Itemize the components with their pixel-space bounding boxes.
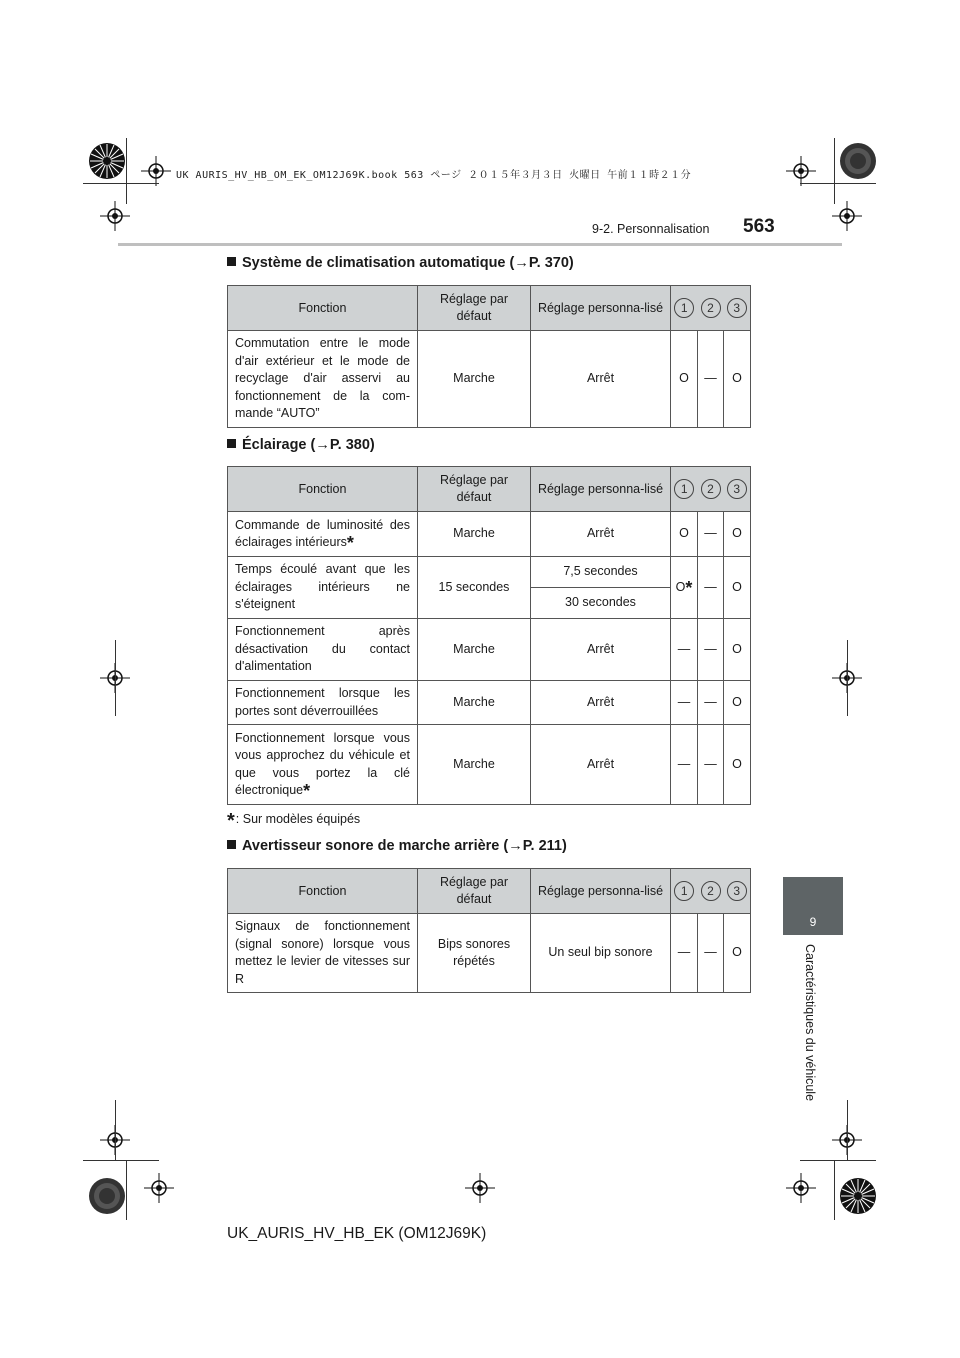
crosshair-mark-icon <box>465 1173 495 1203</box>
cell-default: Marche <box>418 619 531 681</box>
header-rule <box>118 243 842 246</box>
cell-c1: — <box>671 681 698 725</box>
table-header-row <box>228 286 751 331</box>
table-row <box>228 557 751 588</box>
crop-line <box>800 183 876 184</box>
cell-c1: O <box>671 331 698 428</box>
cell-default: Marche <box>418 681 531 725</box>
cell-custom: Un seul bip sonore <box>531 914 671 993</box>
header-custom: Réglage personna-lisé <box>531 467 671 512</box>
header-custom: Réglage personna-lisé <box>531 286 671 331</box>
header-function: Fonction <box>228 467 418 512</box>
cell-custom-option-a: 7,5 secondes <box>531 557 671 588</box>
cell-c2: — <box>698 725 724 805</box>
footnote-mark: * <box>227 810 235 832</box>
cell-c2: — <box>698 619 724 681</box>
crosshair-mark-icon <box>786 1173 816 1203</box>
crosshair-mark-icon <box>141 156 171 186</box>
cell-function: Fonctionnement lorsque vous vous approchez du véhicule et que vous portez la clé électronique* <box>228 725 418 805</box>
cell-c3: O <box>724 725 751 805</box>
header-circle-1: 1 <box>671 286 698 331</box>
cell-c3: O <box>724 557 751 619</box>
header-circle-2: 2 <box>698 286 724 331</box>
cell-function: Fonctionnement après désactivation du contact d'alimentation <box>228 619 418 681</box>
cell-default: 15 secondes <box>418 557 531 619</box>
table-header-row <box>228 467 751 512</box>
crop-line <box>83 1160 159 1161</box>
crop-line <box>834 138 835 204</box>
header-circle-1: 1 <box>671 869 698 914</box>
cell-function: Fonctionnement lorsque les portes sont déverrouillées <box>228 681 418 725</box>
cell-c2: — <box>698 914 724 993</box>
crop-line <box>847 1100 848 1160</box>
crosshair-mark-icon <box>100 201 130 231</box>
cell-custom-option-b: 30 secondes <box>531 588 671 619</box>
cell-function: Commande de luminosité des éclairages intérieurs* <box>228 512 418 557</box>
footnote-text: : Sur modèles équipés <box>235 812 361 826</box>
crosshair-mark-icon <box>144 1173 174 1203</box>
cell-c1: — <box>671 725 698 805</box>
registration-rosette-icon <box>838 1176 878 1216</box>
settings-table <box>227 868 751 993</box>
section-heading-text: Avertisseur sonore de marche arrière (→P. 211) <box>242 838 567 854</box>
registration-rosette-icon <box>87 141 127 181</box>
crop-line <box>115 1100 116 1160</box>
chapter-number: 9 <box>809 915 817 929</box>
model-code: UK_AURIS_HV_HB_EK (OM12J69K) <box>227 1225 487 1242</box>
section-heading <box>227 437 375 453</box>
crop-line <box>834 1160 835 1220</box>
cell-c3: O <box>724 681 751 725</box>
cell-c2: — <box>698 681 724 725</box>
cell-default: Marche <box>418 725 531 805</box>
header-custom: Réglage personna-lisé <box>531 869 671 914</box>
footnote <box>227 810 360 833</box>
table-row <box>228 619 751 681</box>
table-header-row <box>228 869 751 914</box>
header-circle-3: 3 <box>724 286 751 331</box>
crop-line <box>126 138 127 204</box>
header-circle-3: 3 <box>724 869 751 914</box>
chapter-tab <box>783 877 843 935</box>
cell-custom: Arrêt <box>531 331 671 428</box>
header-default: Réglage par défaut <box>418 286 531 331</box>
header-circle-2: 2 <box>698 467 724 512</box>
cell-c1: O* <box>671 557 698 619</box>
square-bullet-icon <box>227 439 236 448</box>
cell-c1: — <box>671 619 698 681</box>
registration-rosette-icon <box>87 1176 127 1216</box>
crop-line <box>800 1160 876 1161</box>
table-row <box>228 914 751 993</box>
cell-custom: Arrêt <box>531 512 671 557</box>
section-heading-text: Système de climatisation automatique (→P. 370) <box>242 255 574 271</box>
cell-function: Commutation entre le mode d'air extérieur et le mode de recyclage d'air asservi au fonctionnement de la com-mande “AUTO” <box>228 331 418 428</box>
cell-c2: — <box>698 512 724 557</box>
section-heading <box>227 838 567 854</box>
square-bullet-icon <box>227 840 236 849</box>
cell-c1: O <box>671 512 698 557</box>
cell-c3: O <box>724 914 751 993</box>
table-row <box>228 725 751 805</box>
crop-line <box>83 183 159 184</box>
table-row <box>228 512 751 557</box>
header-circle-3: 3 <box>724 467 751 512</box>
cell-c3: O <box>724 512 751 557</box>
page-number: 563 <box>743 216 775 237</box>
cell-c3: O <box>724 619 751 681</box>
cell-c2: — <box>698 557 724 619</box>
settings-table <box>227 285 751 428</box>
cell-custom: Arrêt <box>531 725 671 805</box>
crosshair-mark-icon <box>786 156 816 186</box>
cell-default: Bips sonores répétés <box>418 914 531 993</box>
book-file-line: UK AURIS_HV_HB_OM_EK_OM12J69K.book 563 ページ ２０１５年３月３日 火曜日 午前１１時２１分 <box>176 170 692 181</box>
footnote-mark: * <box>346 533 354 553</box>
header-circle-1: 1 <box>671 467 698 512</box>
cell-custom: Arrêt <box>531 619 671 681</box>
header-function: Fonction <box>228 286 418 331</box>
cell-default: Marche <box>418 512 531 557</box>
square-bullet-icon <box>227 257 236 266</box>
chapter-title: Caractéristiques du véhicule <box>803 944 817 1102</box>
cell-c3: O <box>724 331 751 428</box>
crop-line <box>115 640 116 716</box>
section-heading <box>227 255 574 271</box>
cell-custom: Arrêt <box>531 681 671 725</box>
section-label: 9-2. Personnalisation <box>592 222 710 236</box>
header-circle-2: 2 <box>698 869 724 914</box>
cell-c1: — <box>671 914 698 993</box>
cell-default: Marche <box>418 331 531 428</box>
table-row <box>228 331 751 428</box>
footnote-mark: * <box>685 577 693 598</box>
header-default: Réglage par défaut <box>418 869 531 914</box>
registration-rosette-icon <box>838 141 878 181</box>
section-heading-text: Éclairage (→P. 380) <box>242 437 375 453</box>
header-default: Réglage par défaut <box>418 467 531 512</box>
settings-table <box>227 466 751 805</box>
table-row <box>228 681 751 725</box>
crosshair-mark-icon <box>832 201 862 231</box>
cell-c2: — <box>698 331 724 428</box>
cell-function: Temps écoulé avant que les éclairages intérieurs ne s'éteignent <box>228 557 418 619</box>
crop-line <box>126 1160 127 1220</box>
cell-function: Signaux de fonctionnement (signal sonore) lorsque vous mettez le levier de vitesses sur R <box>228 914 418 993</box>
footnote-mark: * <box>303 781 311 801</box>
crop-line <box>847 640 848 716</box>
header-function: Fonction <box>228 869 418 914</box>
